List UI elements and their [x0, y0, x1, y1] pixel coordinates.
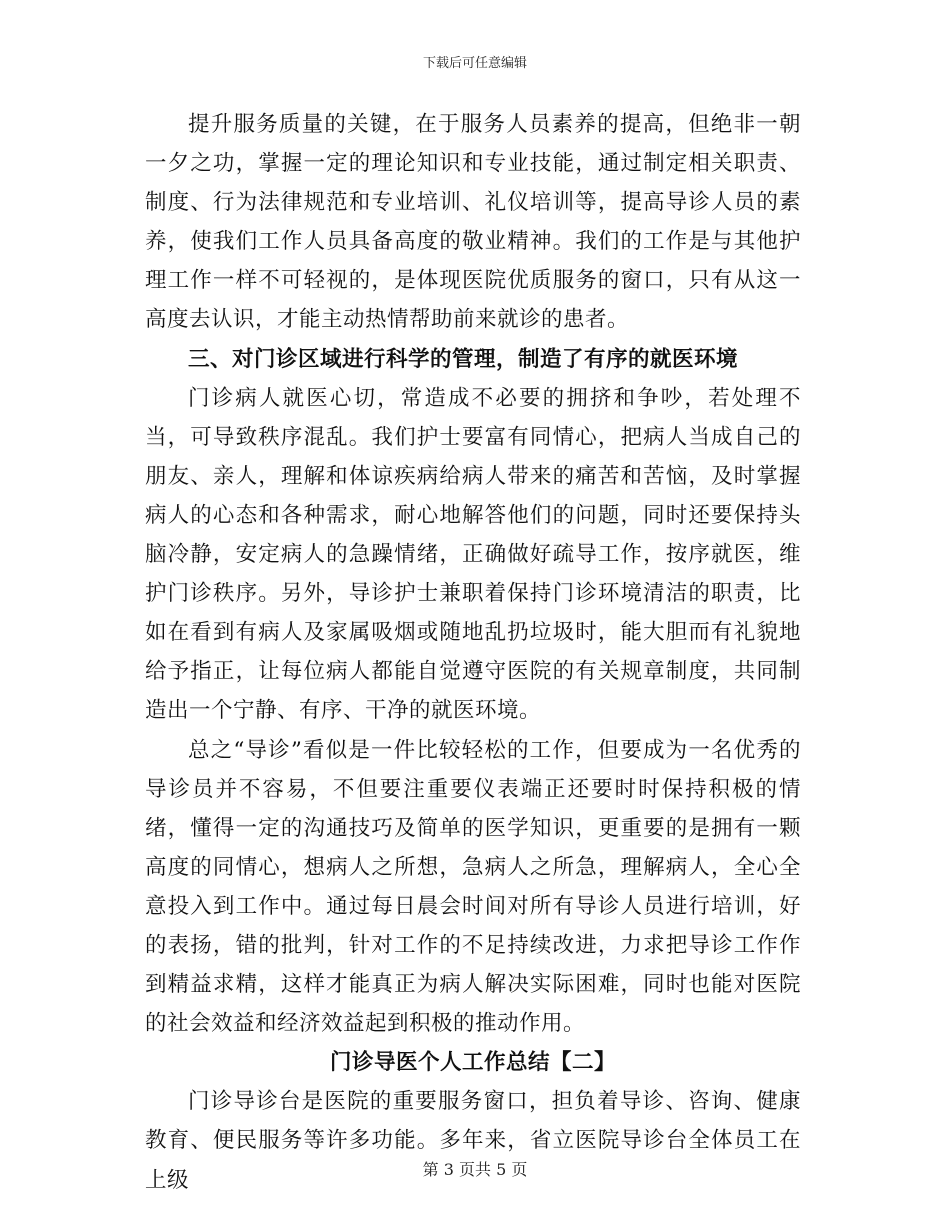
paragraph-conclusion: 总之“导诊”看似是一件比较轻松的工作，但要成为一名优秀的导诊员并不容易，不但要注重要仪表端正还要时时保持积极的情绪，懂得一定的沟通技巧及简单的医学知识，更重要的是拥有一颗高度的同情心，想病人之所想，急病人之所急，理解病人，全心全意投入到工作中。通过每日晨会时间对所有导诊人员进行培训，好的表扬，错的批判，针对工作的不足持续改进，力求把导诊工作作到精益求精，这样才能真正为病人解决实际困难，同时也能对医院的社会效益和经济效益起到积极的推动作用。: [145, 737, 801, 1037]
section-title-2: 门诊导医个人工作总结【二】: [329, 1050, 616, 1076]
paragraph-service-quality: 提升服务质量的关键，在于服务人员素养的提高，但绝非一朝一夕之功，掌握一定的理论知识和专业技能，通过制定相关职责、制度、行为法律规范和专业培训、礼仪培训等，提高导诊人员的素养，使我们工作人员具备高度的敬业精神。我们的工作是与其他护理工作一样不可轻视的，是体现医院优质服务的窗口，只有从这一高度去认识，才能主动热情帮助前来就诊的患者。: [145, 112, 801, 333]
page-footer: 第 3 页共 5 页: [422, 1160, 528, 1179]
section-heading-3: 三、对门诊区域进行科学的管理，制造了有序的就医环境: [188, 346, 739, 372]
document-body: [145, 105, 801, 1200]
page-header: 下载后可任意编辑: [422, 56, 527, 71]
paragraph-outpatient-order: 门诊病人就医心切，常造成不必要的拥挤和争吵，若处理不当，可导致秩序混乱。我们护士要富有同情心，把病人当成自己的朋友、亲人，理解和体谅疾病给病人带来的痛苦和苦恼，及时掌握病人的心态和各种需求，耐心地解答他们的问题，同时还要保持头脑冷静，安定病人的急躁情绪，正确做好疏导工作，按序就医，维护门诊秩序。另外，导诊护士兼职着保持门诊环境清洁的职责，比如在看到有病人及家属吸烟或随地乱扔垃圾时，能大胆而有礼貌地给予指正，让每位病人都能自觉遵守医院的有关规章制度，共同制造出一个宁静、有序、干净的就医环境。: [145, 385, 801, 724]
paragraph-guide-desk: 门诊导诊台是医院的重要服务窗口，担负着导诊、咨询、健康教育、便民服务等许多功能。多年来，省立医院导诊台全体员工在上级: [145, 1089, 801, 1193]
